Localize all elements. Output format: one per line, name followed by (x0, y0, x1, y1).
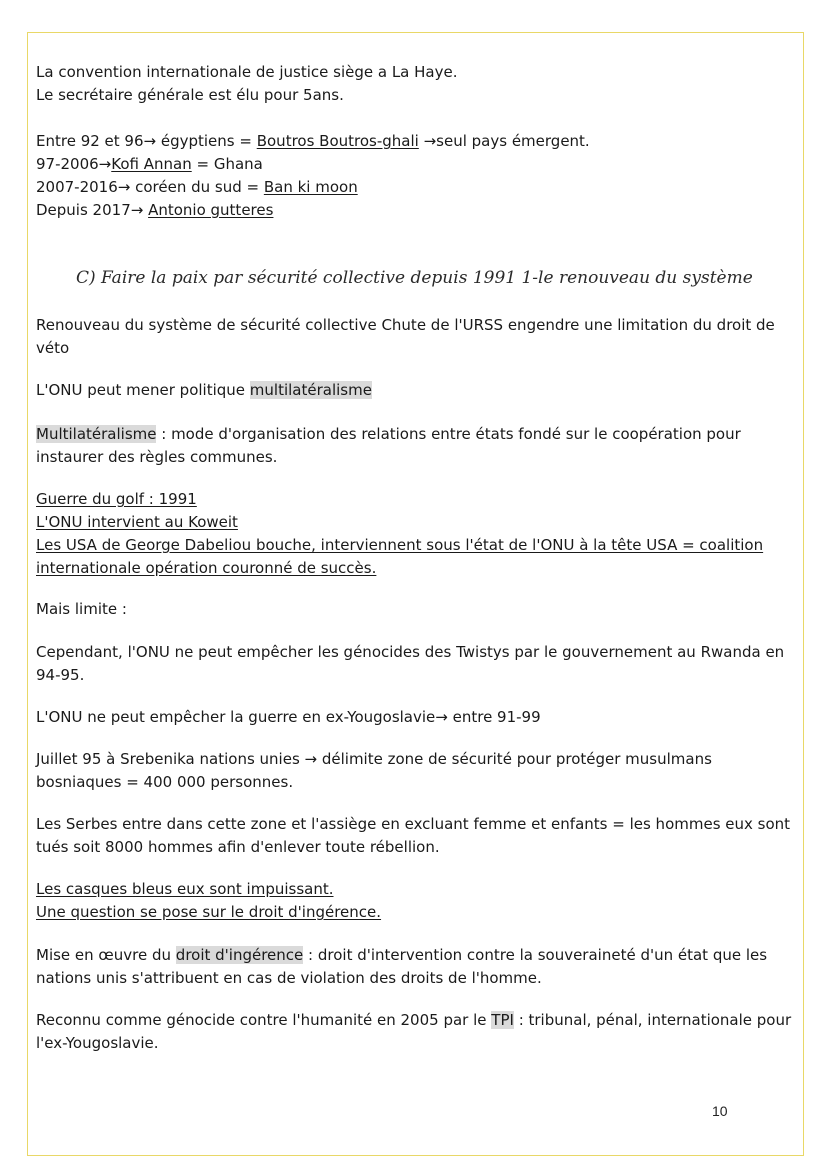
paragraph-ingerence (36, 944, 798, 990)
text-line-annan (36, 153, 798, 176)
text-line-boutros (36, 130, 798, 153)
paragraph-definition (36, 423, 798, 469)
text-span: : droit d'intervention contre la souveraineté d'un état que les nations unis s'attribuent en cas de violation des droits de l'homme. (36, 946, 768, 987)
highlight-term: Multilatéralisme (36, 425, 157, 443)
text-line-limits: Mais limite : (36, 600, 127, 618)
text-span: Mise en œuvre du (36, 946, 176, 964)
highlight-droit-ingerence: droit d'ingérence (175, 946, 304, 964)
text-span: : tribunal, pénal, internationale pour l'ex-Yougoslavie. (36, 1011, 792, 1052)
text-line-court: La convention internationale de justice siège a La Haye. (36, 63, 458, 81)
paragraph-renouveau: Renouveau du système de sécurité collective Chute de l'URSS engendre une limitation du droit de véto (36, 316, 775, 357)
text-span: : mode d'organisation des relations entre états fondé sur le coopération pour instaurer des règles communes. (36, 425, 741, 466)
text-span: 2007-2016→ coréen du sud = (36, 178, 264, 196)
text-span: = Ghana (191, 155, 263, 173)
section-heading: C) Faire la paix par sécurité collective depuis 1991 1-le renouveau du système (76, 268, 753, 288)
paragraph-rwanda: Cependant, l'ONU ne peut empêcher les génocides des Twistys par le gouvernement au Rwanda en 94-95. (36, 643, 785, 684)
text-span: Reconnu comme génocide contre l'humanité en 2005 par le (36, 1011, 492, 1029)
text-span: →seul pays émergent. (418, 132, 590, 150)
text-line-kuwait: L'ONU intervient au Koweit (36, 513, 238, 531)
text-line-ingerence-question: Une question se pose sur le droit d'ingérence. (36, 903, 382, 921)
highlight-tpi: TPI (491, 1011, 514, 1029)
paragraph-srebrenica: Juillet 95 à Srebenika nations unies → délimite zone de sécurité pour protéger musulmans bosniaques = 400 000 personnes. (36, 750, 712, 791)
text-span: Depuis 2017→ (36, 201, 149, 219)
paragraph-serbs: Les Serbes entre dans cette zone et l'assiège en excluant femme et enfants = les hommes eux sont tués soit 8000 hommes afin d'enlever toute rébellion. (36, 815, 791, 856)
text-line-ban (36, 176, 798, 199)
paragraph-tpi (36, 1009, 798, 1055)
paragraph-multilateralism (36, 379, 798, 402)
page-number: 10 (712, 1103, 728, 1119)
text-span: 97-2006→ (36, 155, 112, 173)
text-span: Entre 92 et 96→ égyptiens = (36, 132, 257, 150)
text-line-yugoslavia: L'ONU ne peut empêcher la guerre en ex-Yougoslavie→ entre 91-99 (36, 708, 541, 726)
text-span: L'ONU peut mener politique (36, 381, 250, 399)
name-ban: Ban ki moon (263, 178, 358, 196)
paragraph-usa-coalition: Les USA de George Dabeliou bouche, interviennent sous l'état de l'ONU à la tête USA = coalition internationale opération couronné de succès. (36, 536, 764, 577)
text-line-secretary-term: Le secrétaire générale est élu pour 5ans. (36, 86, 344, 104)
name-boutros: Boutros Boutros-ghali (256, 132, 419, 150)
name-annan: Kofi Annan (111, 155, 192, 173)
highlight-multilateralisme: multilatéralisme (249, 381, 372, 399)
text-line-gulf-war: Guerre du golf : 1991 (36, 490, 197, 508)
text-line-guterres (36, 199, 798, 222)
name-guterres: Antonio gutteres (148, 201, 274, 219)
text-line-blue-helmets: Les casques bleus eux sont impuissant. (36, 880, 334, 898)
